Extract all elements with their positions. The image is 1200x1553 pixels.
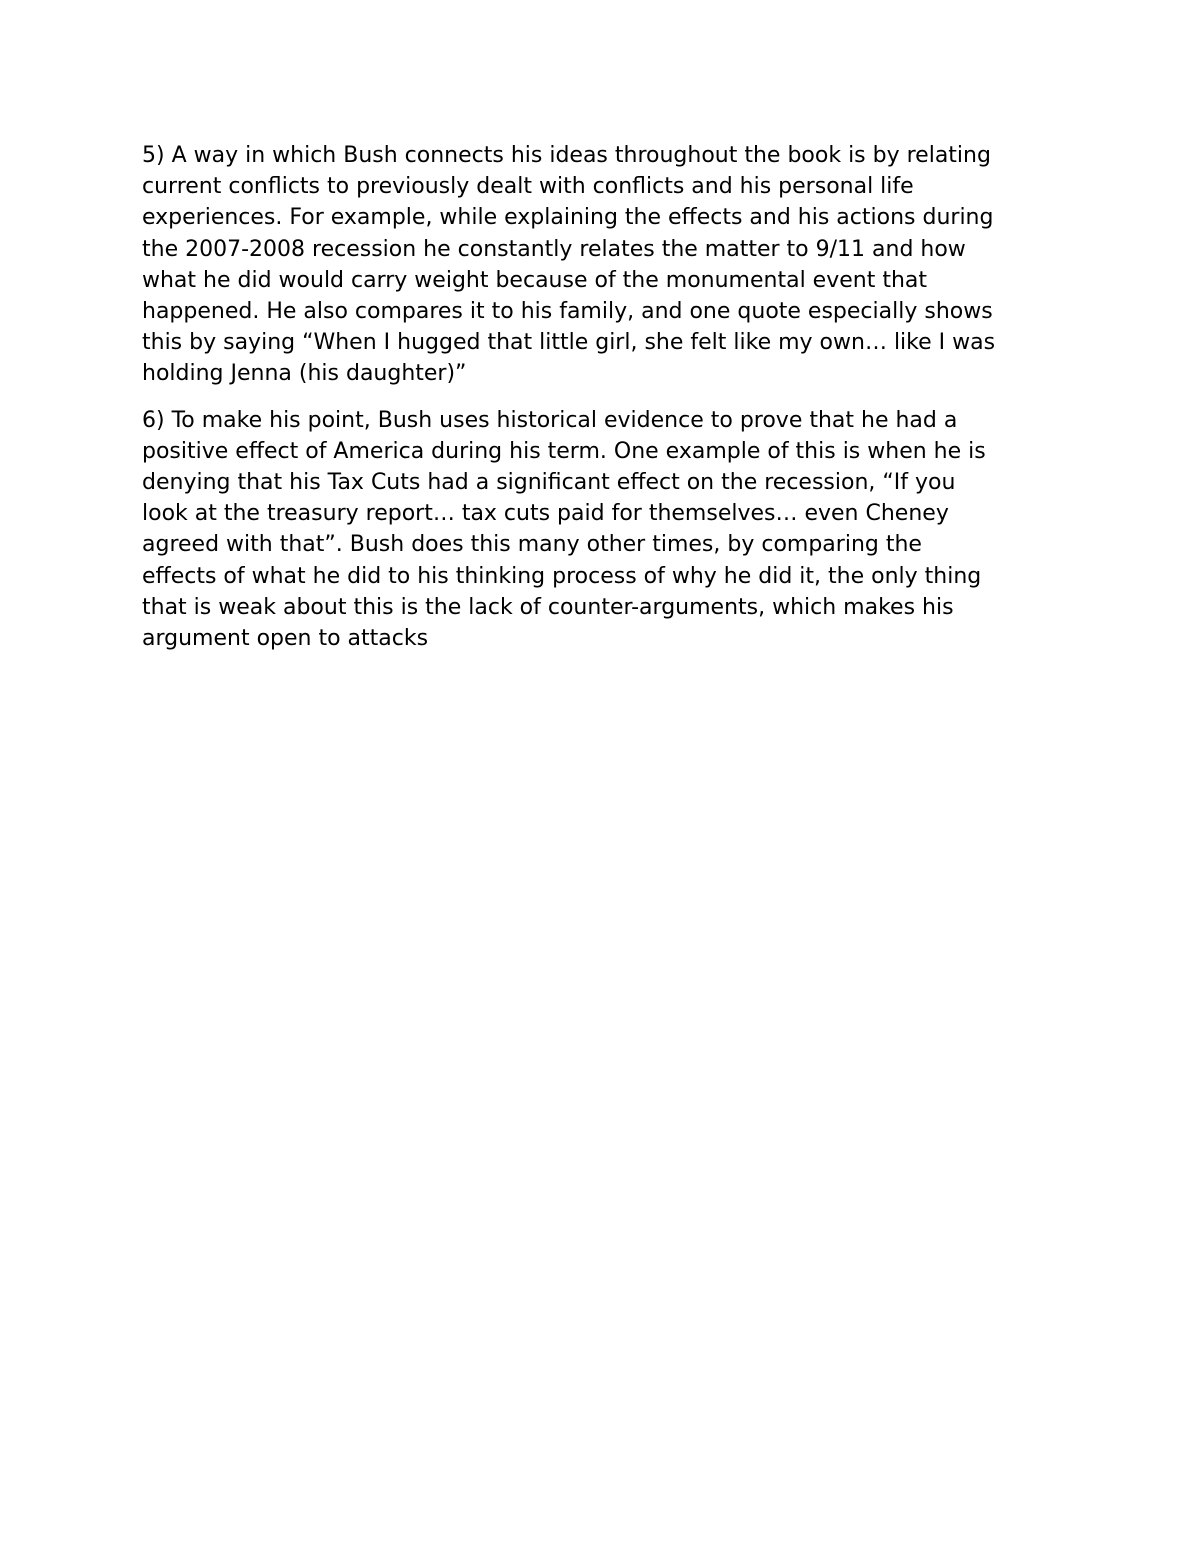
paragraph-answer-6: 6) To make his point, Bush uses historical evidence to prove that he had a positive effect of America during his term. One example of this is when he is denying that his Tax Cuts had a significant effect on the recession, “If you look at the treasury report… tax cuts paid for themselves… even Cheney agreed with that”. Bush does this many other times, by comparing the effects of what he did to his thinking process of why he did it, the only thing that is weak about this is the lack of counter-arguments, which makes his argument open to attacks [142, 407, 986, 652]
paragraph-answer-5: 5) A way in which Bush connects his ideas throughout the book is by relating current conflicts to previously dealt with conflicts and his personal life experiences. For example, while explaining the effects and his actions during the 2007-2008 recession he constantly relates the matter to 9/11 and how what he did would carry weight because of the monumental event that happened. He also compares it to his family, and one quote especially shows this by saying “When I hugged that little girl, she felt like my own… like I was holding Jenna (his daughter)” [142, 143, 996, 387]
document-body [142, 140, 1067, 654]
